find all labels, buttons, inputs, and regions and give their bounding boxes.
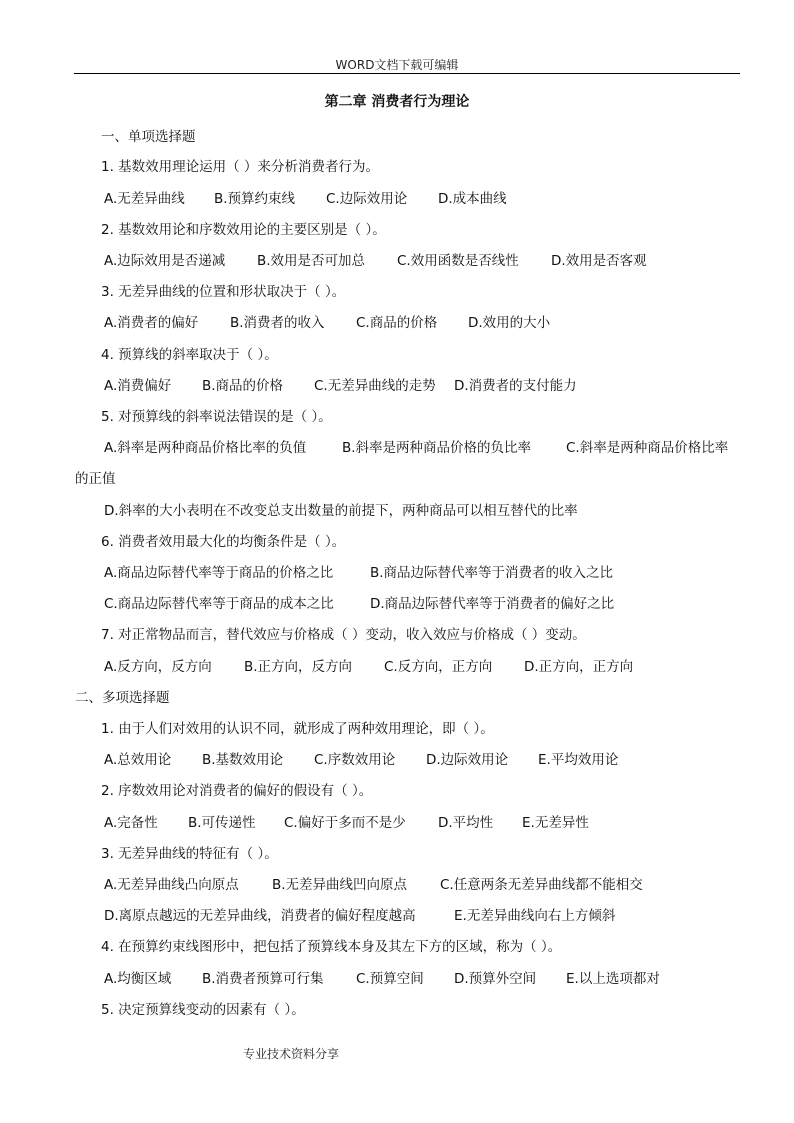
option-d: D.成本曲线 bbox=[438, 191, 507, 207]
option-e: E.无差异曲线向右上方倾斜 bbox=[454, 908, 616, 924]
option-c: C.偏好于多而不是少 bbox=[284, 815, 406, 831]
option-b: B.斜率是两种商品价格的负比率 bbox=[342, 440, 532, 456]
option-d: D.效用是否客观 bbox=[551, 253, 647, 269]
option-d: D.预算外空间 bbox=[454, 971, 537, 987]
option-c-continuation: 的正值 bbox=[75, 471, 116, 487]
option-b: B.正方向，反方向 bbox=[244, 659, 353, 675]
question-text: 1. 基数效用理论运用（ ）来分析消费者行为。 bbox=[101, 159, 379, 175]
option-c: C.商品边际替代率等于商品的成本之比 bbox=[104, 596, 334, 612]
option-d: D.消费者的支付能力 bbox=[454, 378, 577, 394]
options-row bbox=[104, 561, 613, 581]
option-c: C.无差异曲线的走势 bbox=[314, 378, 436, 394]
options-row bbox=[104, 374, 577, 394]
option-b: B.消费者的收入 bbox=[230, 315, 325, 331]
option-a: A.无差异曲线 bbox=[104, 191, 185, 207]
option-a: A.均衡区域 bbox=[104, 971, 172, 987]
options-row bbox=[104, 748, 618, 768]
page-footer: 专业技术资料分享 bbox=[243, 1047, 340, 1061]
option-d: D.离原点越远的无差异曲线，消费者的偏好程度越高 bbox=[104, 908, 416, 924]
header-rule bbox=[74, 73, 740, 74]
option-c: C.效用函数是否线性 bbox=[397, 253, 519, 269]
option-a: A.商品边际替代率等于商品的价格之比 bbox=[104, 565, 334, 581]
page-header: WORD文档下载可编辑 bbox=[335, 58, 459, 72]
option-b: B.预算约束线 bbox=[214, 191, 296, 207]
option-b: B.基数效用论 bbox=[202, 752, 284, 768]
question-text: 5. 决定预算线变动的因素有（ ）。 bbox=[101, 1002, 305, 1018]
option-d: D.斜率的大小表明在不改变总支出数量的前提下，两种商品可以相互替代的比率 bbox=[104, 503, 578, 519]
option-c: C.边际效用论 bbox=[326, 191, 408, 207]
option-c: C.序数效用论 bbox=[314, 752, 396, 768]
option-b: B.消费者预算可行集 bbox=[202, 971, 324, 987]
question-text: 7. 对正常物品而言，替代效应与价格成（ ）变动，收入效应与价格成（ ）变动。 bbox=[101, 627, 586, 643]
question-text: 5. 对预算线的斜率说法错误的是（ ）。 bbox=[101, 409, 332, 425]
option-d: D.平均性 bbox=[438, 815, 494, 831]
options-row bbox=[104, 967, 660, 987]
option-b: B.可传递性 bbox=[188, 815, 256, 831]
option-a: A.边际效用是否递减 bbox=[104, 253, 226, 269]
option-c: C.任意两条无差异曲线都不能相交 bbox=[440, 877, 643, 893]
options-row bbox=[104, 249, 647, 269]
options-row bbox=[104, 904, 615, 924]
options-row bbox=[104, 436, 728, 456]
option-a: A.消费偏好 bbox=[104, 378, 172, 394]
option-c: C.预算空间 bbox=[356, 971, 424, 987]
question-text: 2. 基数效用论和序数效用论的主要区别是（ ）。 bbox=[101, 222, 386, 238]
options-row bbox=[104, 311, 550, 331]
options-row bbox=[104, 187, 507, 207]
section-heading-single-choice: 一、单项选择题 bbox=[101, 129, 196, 145]
option-d: D.边际效用论 bbox=[426, 752, 509, 768]
question-text: 1. 由于人们对效用的认识不同，就形成了两种效用理论，即（ ）。 bbox=[101, 721, 494, 737]
option-d: D.效用的大小 bbox=[468, 315, 551, 331]
option-a: A.无差异曲线凸向原点 bbox=[104, 877, 239, 893]
options-row bbox=[104, 873, 643, 893]
option-c: C.斜率是两种商品价格比率 bbox=[566, 440, 729, 456]
option-c: C.商品的价格 bbox=[356, 315, 438, 331]
option-a: A.总效用论 bbox=[104, 752, 172, 768]
question-text: 6. 消费者效用最大化的均衡条件是（ ）。 bbox=[101, 534, 346, 550]
option-c: C.反方向，正方向 bbox=[384, 659, 493, 675]
question-text: 4. 在预算约束线图形中，把包括了预算线本身及其左下方的区域，称为（ ）。 bbox=[101, 939, 562, 955]
section-heading-multiple-choice: 二、多项选择题 bbox=[75, 690, 170, 706]
option-a: A.完备性 bbox=[104, 815, 158, 831]
option-d: D.商品边际替代率等于消费者的偏好之比 bbox=[370, 596, 615, 612]
chapter-title: 第二章 消费者行为理论 bbox=[324, 94, 470, 110]
option-b: B.效用是否可加总 bbox=[257, 253, 366, 269]
options-row bbox=[104, 655, 633, 675]
option-a: A.反方向，反方向 bbox=[104, 659, 212, 675]
option-e: E.平均效用论 bbox=[538, 752, 619, 768]
question-text: 3. 无差异曲线的位置和形状取决于（ ）。 bbox=[101, 284, 346, 300]
option-e: E.无差异性 bbox=[522, 815, 589, 831]
option-e: E.以上选项都对 bbox=[566, 971, 660, 987]
option-b: B.商品边际替代率等于消费者的收入之比 bbox=[370, 565, 614, 581]
option-a: A.消费者的偏好 bbox=[104, 315, 199, 331]
options-row bbox=[104, 592, 614, 612]
question-text: 3. 无差异曲线的特征有（ ）。 bbox=[101, 846, 278, 862]
option-b: B.无差异曲线凹向原点 bbox=[272, 877, 408, 893]
option-b: B.商品的价格 bbox=[202, 378, 284, 394]
options-row bbox=[104, 811, 589, 831]
option-d: D.正方向，正方向 bbox=[524, 659, 634, 675]
question-text: 4. 预算线的斜率取决于（ ）。 bbox=[101, 347, 278, 363]
question-text: 2. 序数效用论对消费者的偏好的假设有（ ）。 bbox=[101, 783, 373, 799]
option-a: A.斜率是两种商品价格比率的负值 bbox=[104, 440, 307, 456]
